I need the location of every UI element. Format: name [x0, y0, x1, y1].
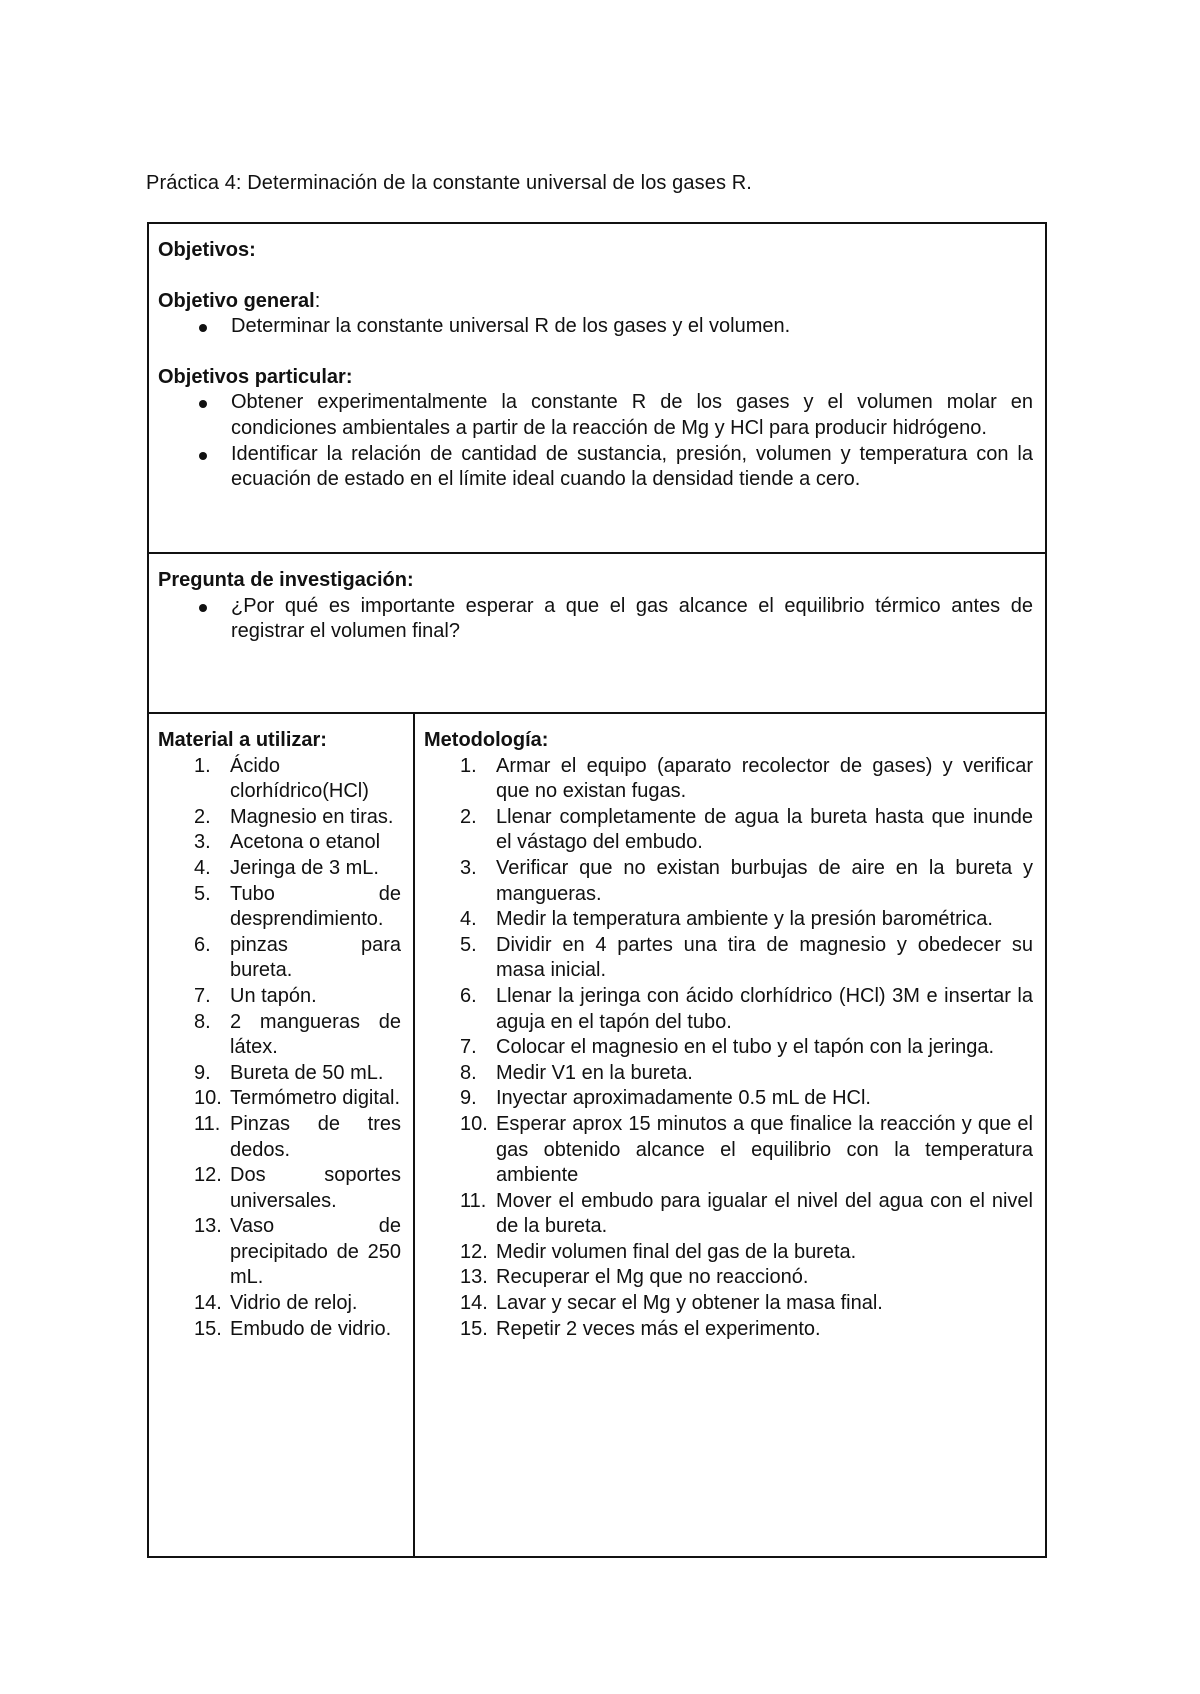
list-item-text: Llenar completamente de agua la bureta hasta que inunde el vástago del embudo.	[496, 805, 1033, 854]
list-item	[460, 1086, 1033, 1112]
general-objective-text: Determinar la constante universal R de los gases y el volumen.	[231, 315, 791, 338]
list-item	[194, 1214, 401, 1291]
list-number: 14.	[460, 1292, 488, 1315]
list-item-text: Magnesio en tiras.	[230, 805, 394, 828]
list-number: 5.	[194, 882, 211, 905]
list-item	[231, 442, 1033, 493]
general-objective-colon: :	[314, 289, 321, 312]
bullet-icon	[199, 452, 207, 460]
list-item	[194, 1086, 401, 1112]
list-item-text: Un tapón.	[230, 984, 317, 1007]
general-objective-heading: Objetivo general	[158, 289, 315, 312]
list-item-text: Ácido clorhídrico(HCl)	[230, 754, 369, 803]
list-item-text: Lavar y secar el Mg y obtener la masa final.	[496, 1292, 883, 1315]
list-item-text: 2 mangueras de látex.	[230, 1010, 401, 1059]
objectives-cell	[149, 224, 1045, 554]
list-item-text: Verificar que no existan burbujas de aire en la bureta y mangueras.	[496, 856, 1033, 905]
list-item	[460, 984, 1033, 1035]
list-item	[194, 1163, 401, 1214]
list-number: 2.	[194, 805, 211, 828]
material-heading: Material a utilizar:	[158, 729, 327, 751]
material-methodology-row	[149, 714, 1045, 1556]
list-number: 9.	[460, 1087, 477, 1110]
practice-table	[147, 222, 1047, 1558]
list-number: 1.	[460, 754, 477, 777]
list-item-text: Vidrio de reloj.	[230, 1292, 358, 1315]
list-number: 7.	[460, 1036, 477, 1059]
list-item	[460, 754, 1033, 805]
material-list	[158, 754, 401, 1343]
list-item-text: Mover el embudo para igualar el nivel del agua con el nivel de la bureta.	[496, 1189, 1033, 1238]
general-objective-heading-line	[158, 289, 1033, 315]
list-item-text: Recuperar el Mg que no reaccionó.	[496, 1266, 809, 1289]
list-item-text: Inyectar aproximadamente 0.5 mL de HCl.	[496, 1087, 871, 1110]
list-item-text: Armar el equipo (aparato recolector de gases) y verificar que no existan fugas.	[496, 754, 1033, 803]
list-number: 11.	[194, 1112, 221, 1135]
list-number: 9.	[194, 1061, 211, 1084]
list-item	[460, 933, 1033, 984]
list-item	[460, 1112, 1033, 1189]
bullet-icon	[199, 400, 207, 408]
list-item	[194, 1010, 401, 1061]
particular-objective-text: Obtener experimentalmente la constante R de los gases y el volumen molar en condiciones ambientales a partir de la reacción de Mg y HCl para producir hidrógeno.	[231, 391, 1033, 439]
list-item-text: Colocar el magnesio en el tubo y el tapón con la jeringa.	[496, 1036, 995, 1059]
particular-objective-text: Identificar la relación de cantidad de sustancia, presión, volumen y temperatura con la ecuación de estado en el límite ideal cuando la densidad tiende a cero.	[231, 442, 1033, 491]
list-item	[231, 390, 1033, 441]
list-number: 14.	[194, 1292, 222, 1315]
research-question-heading: Pregunta de investigación:	[158, 569, 414, 591]
list-item-text: pinzas para bureta.	[230, 933, 401, 982]
list-item	[460, 1189, 1033, 1240]
list-item-text: Medir volumen final del gas de la bureta.	[496, 1240, 857, 1263]
list-item	[194, 882, 401, 933]
list-item-text: Tubo de desprendimiento.	[230, 882, 401, 931]
list-item-text: Jeringa de 3 mL.	[230, 856, 379, 879]
list-item-text: Medir V1 en la bureta.	[496, 1061, 693, 1084]
list-item	[194, 856, 401, 882]
list-number: 11.	[460, 1189, 487, 1212]
list-number: 15.	[194, 1317, 222, 1340]
list-item	[194, 830, 401, 856]
list-number: 15.	[460, 1317, 488, 1340]
list-item	[460, 856, 1033, 907]
list-number: 3.	[194, 831, 211, 854]
methodology-cell	[415, 714, 1045, 1556]
list-item-text: Vaso de precipitado de 250 mL.	[230, 1215, 401, 1289]
list-number: 2.	[460, 805, 477, 828]
list-item	[194, 805, 401, 831]
list-item	[231, 314, 1033, 340]
list-number: 6.	[460, 984, 477, 1007]
list-item	[460, 1035, 1033, 1061]
list-item	[460, 1265, 1033, 1291]
list-item	[460, 1240, 1033, 1266]
list-number: 1.	[194, 754, 211, 777]
list-number: 10.	[460, 1112, 488, 1135]
list-item-text: Pinzas de tres dedos.	[230, 1112, 401, 1161]
list-item-text: Medir la temperatura ambiente y la presión barométrica.	[496, 908, 993, 931]
page-title: Práctica 4: Determinación de la constante universal de los gases R.	[146, 172, 752, 194]
list-item-text: Llenar la jeringa con ácido clorhídrico (HCl) 3M e insertar la aguja en el tapón del tubo.	[496, 984, 1033, 1033]
list-number: 8.	[460, 1061, 477, 1084]
list-item	[194, 984, 401, 1010]
list-item-text: Bureta de 50 mL.	[230, 1061, 384, 1084]
methodology-heading: Metodología:	[424, 729, 549, 751]
research-question-list	[158, 594, 1033, 645]
list-number: 10.	[194, 1087, 222, 1110]
particular-objectives-list	[158, 390, 1033, 492]
list-number: 13.	[194, 1215, 222, 1238]
list-number: 12.	[460, 1240, 488, 1263]
list-item-text: Dos soportes universales.	[230, 1164, 401, 1212]
list-item	[194, 1291, 401, 1317]
bullet-icon	[199, 604, 207, 612]
list-item-text: Dividir en 4 partes una tira de magnesio y obedecer su masa inicial.	[496, 933, 1033, 982]
list-item-text: Repetir 2 veces más el experimento.	[496, 1317, 821, 1340]
list-item	[460, 805, 1033, 856]
list-item-text: Acetona o etanol	[230, 831, 381, 854]
list-item	[460, 1291, 1033, 1317]
list-item	[460, 1061, 1033, 1087]
list-number: 4.	[194, 856, 211, 879]
list-item	[460, 907, 1033, 933]
list-item	[194, 933, 401, 984]
list-item-text: Termómetro digital.	[230, 1087, 401, 1110]
list-number: 12.	[194, 1164, 222, 1187]
research-question-text: ¿Por qué es importante esperar a que el gas alcance el equilibrio térmico antes de registrar el volumen final?	[231, 594, 1033, 643]
list-item	[194, 754, 401, 805]
list-number: 4.	[460, 908, 477, 931]
particular-objectives-heading: Objetivos particular:	[158, 365, 353, 388]
list-item	[194, 1112, 401, 1163]
material-cell	[149, 714, 415, 1556]
list-number: 3.	[460, 856, 477, 879]
bullet-icon	[199, 324, 207, 332]
list-item	[194, 1317, 401, 1343]
list-item-text: Esperar aprox 15 minutos a que finalice la reacción y que el gas obtenido alcance el equilibrio con la temperatura ambiente	[496, 1112, 1033, 1187]
list-number: 6.	[194, 933, 211, 956]
methodology-list	[424, 754, 1033, 1343]
list-item	[231, 594, 1033, 645]
list-number: 8.	[194, 1010, 211, 1033]
list-item	[194, 1061, 401, 1087]
general-objectives-list	[158, 314, 1033, 340]
research-question-cell	[149, 554, 1045, 714]
list-number: 7.	[194, 984, 211, 1007]
list-number: 13.	[460, 1266, 488, 1289]
list-item-text: Embudo de vidrio.	[230, 1317, 392, 1340]
objectives-heading: Objetivos:	[158, 239, 256, 261]
list-number: 5.	[460, 933, 477, 956]
list-item	[460, 1317, 1033, 1343]
